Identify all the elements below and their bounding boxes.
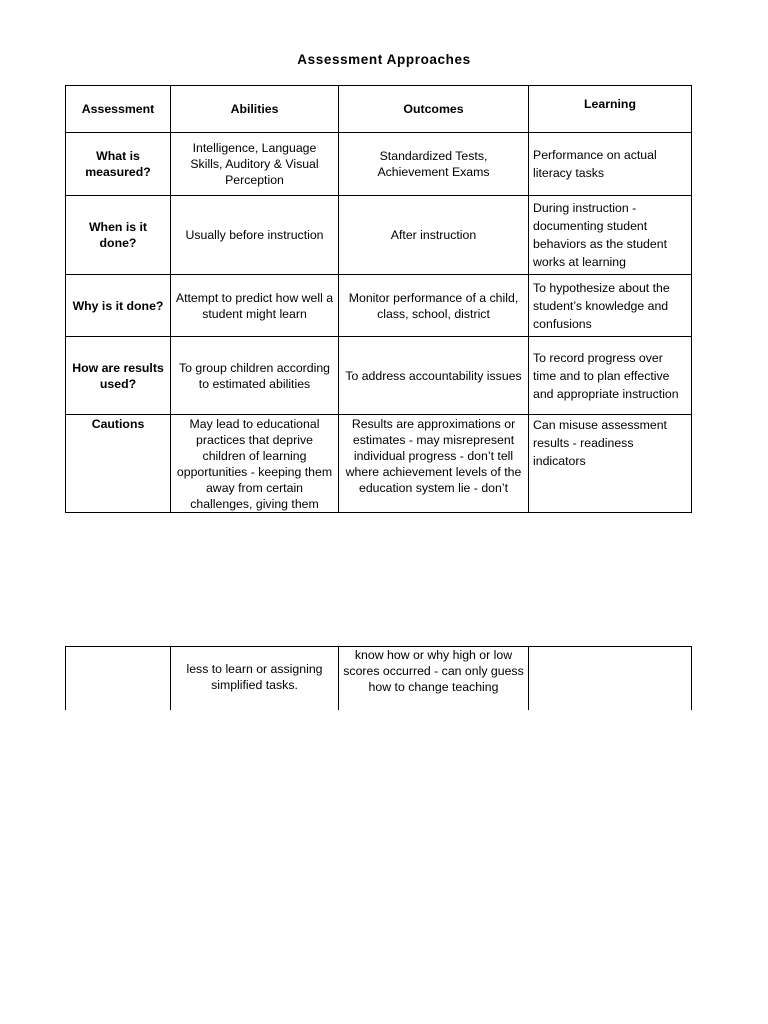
cell-outcomes: After instruction bbox=[339, 196, 529, 275]
cell-abilities: Intelligence, Language Skills, Auditory & Visual Perception bbox=[171, 133, 339, 196]
cell-learning: Can misuse assessment results - readiness indicators bbox=[529, 415, 692, 513]
header-outcomes: Outcomes bbox=[339, 86, 529, 133]
header-learning: Learning bbox=[529, 86, 692, 133]
cell-abilities: less to learn or assigning simplified tasks. bbox=[171, 647, 339, 710]
row-label-results-used: How are results used? bbox=[66, 337, 171, 415]
table-row bbox=[66, 133, 692, 196]
row-label-cautions: Cautions bbox=[66, 415, 171, 513]
header-assessment: Assessment bbox=[66, 86, 171, 133]
table-row bbox=[66, 337, 692, 415]
assessment-table-continued bbox=[65, 646, 692, 710]
cell-learning bbox=[529, 647, 692, 710]
cell-label bbox=[66, 647, 171, 710]
table-row bbox=[66, 275, 692, 337]
cell-outcomes: know how or why high or low scores occurred - can only guess how to change teaching bbox=[339, 647, 529, 710]
cell-outcomes: Standardized Tests, Achievement Exams bbox=[339, 133, 529, 196]
header-abilities: Abilities bbox=[171, 86, 339, 133]
row-label-when-done: When is it done? bbox=[66, 196, 171, 275]
assessment-table bbox=[65, 85, 692, 513]
cell-abilities: May lead to educational practices that deprive children of learning opportunities - keeping them away from certain challenges, giving them bbox=[171, 415, 339, 513]
cell-abilities: Attempt to predict how well a student might learn bbox=[171, 275, 339, 337]
document-title: Assessment Approaches bbox=[297, 52, 471, 67]
table-row bbox=[66, 196, 692, 275]
cell-outcomes: To address accountability issues bbox=[339, 337, 529, 415]
cell-outcomes: Results are approximations or estimates - may misrepresent individual progress - don’t tell where achievement levels of the education system lie - don’t bbox=[339, 415, 529, 513]
cell-learning: To hypothesize about the student’s knowledge and confusions bbox=[529, 275, 692, 337]
table-header-row bbox=[66, 86, 692, 133]
cell-learning: During instruction - documenting student behaviors as the student works at learning bbox=[529, 196, 692, 275]
cell-learning: Performance on actual literacy tasks bbox=[529, 133, 692, 196]
cell-abilities: Usually before instruction bbox=[171, 196, 339, 275]
table-row bbox=[66, 647, 692, 710]
row-label-what-measured: What is measured? bbox=[66, 133, 171, 196]
cell-learning: To record progress over time and to plan effective and appropriate instruction bbox=[529, 337, 692, 415]
cell-abilities: To group children according to estimated abilities bbox=[171, 337, 339, 415]
row-label-why-done: Why is it done? bbox=[66, 275, 171, 337]
cell-outcomes: Monitor performance of a child, class, school, district bbox=[339, 275, 529, 337]
table-row bbox=[66, 415, 692, 513]
